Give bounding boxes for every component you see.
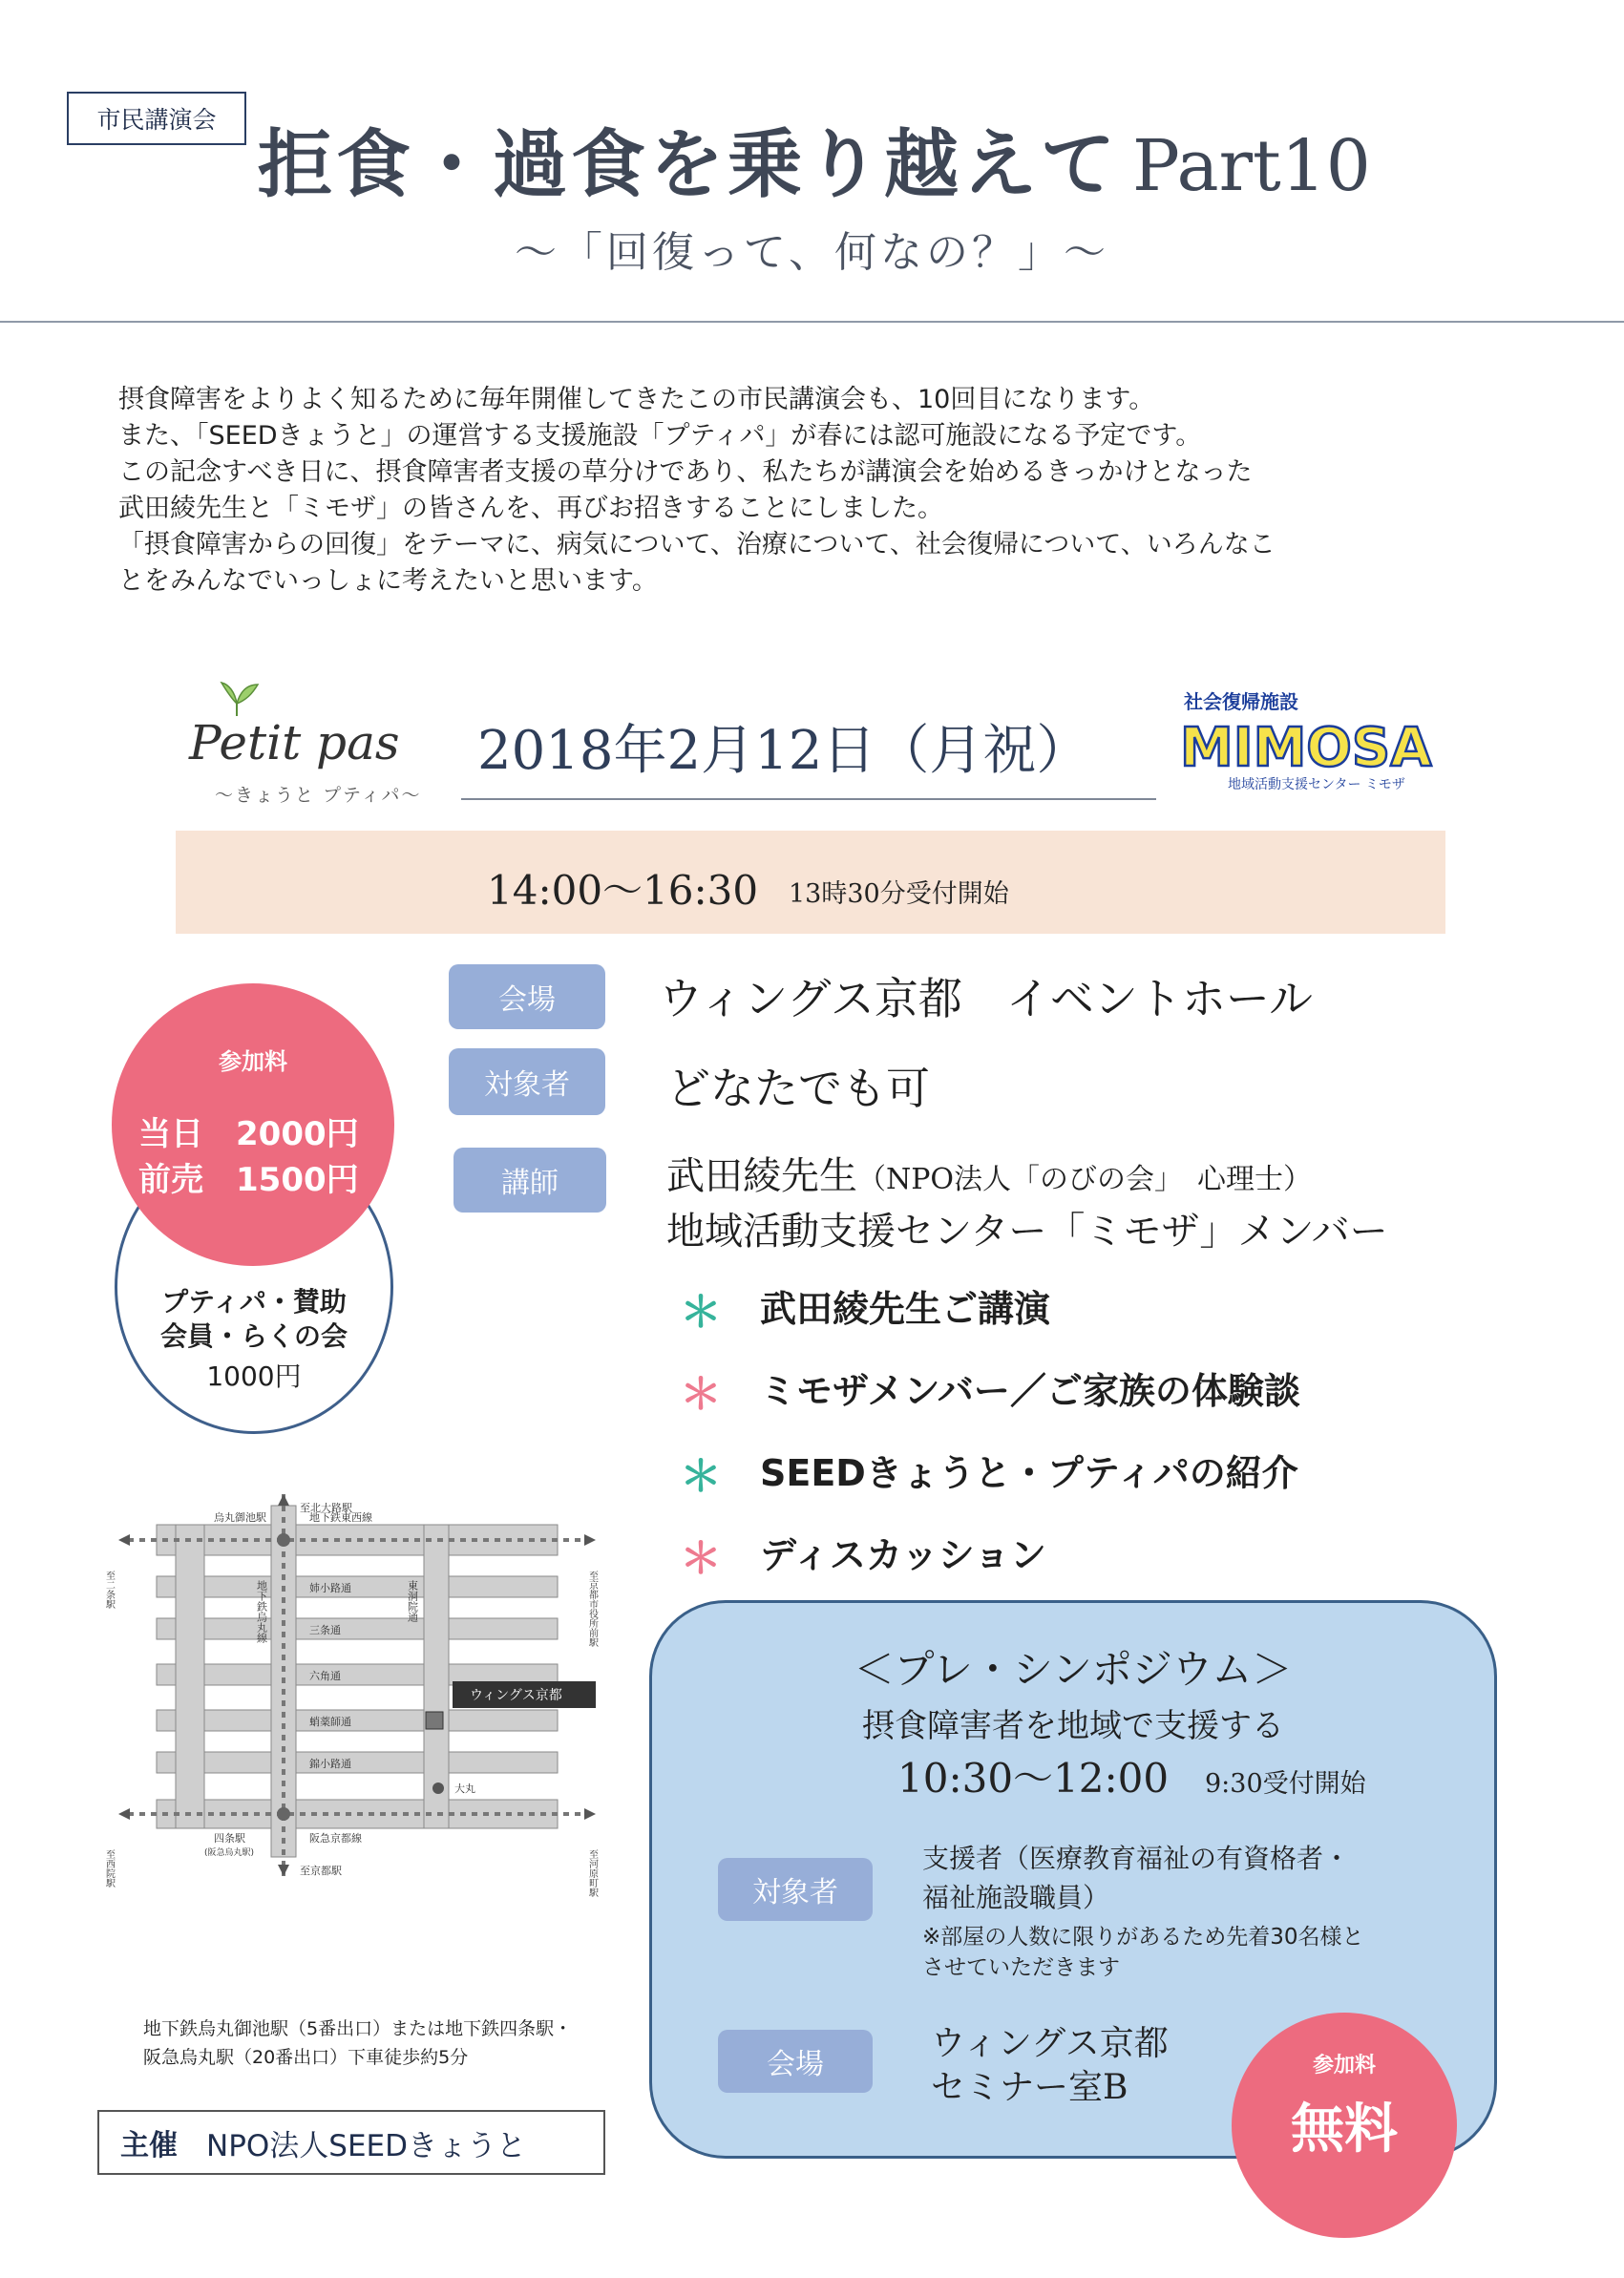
lecturer-value [666,1146,1312,1200]
program-bullet: ＊ [680,1370,722,1419]
page-subtitle: ～「回復って、何なの？」～ [514,228,1110,277]
intro-line: とをみんなでいっしょに考えたいと思います。 [118,566,658,596]
access-map [103,1494,605,1972]
title-main: 拒食・過食を乗り越えて [258,122,1120,208]
map-label: (阪急烏丸駅) [204,1848,255,1858]
member-fee-label [115,1285,393,1354]
free-fee-label: 参加料 [1312,2054,1376,2078]
free-fee-value: 無料 [1291,2099,1398,2161]
map-label: 東洞院通 [406,1580,419,1622]
program-bullet: ＊ [680,1288,722,1337]
map-label: 大丸 [454,1782,475,1795]
member-fee-line: 会員・らくの会 [159,1320,348,1352]
reception-time: 13時30分受付開始 [789,879,1009,909]
pre-target-line: 福祉施設職員） [922,1882,1110,1913]
header-divider [0,321,1624,323]
program-item: ディスカッション [760,1534,1046,1576]
map-label: 至二条駅 [103,1571,115,1609]
pre-target-line: 支援者（医療教育福祉の有資格者・ [922,1843,1351,1874]
program-item: ミモザメンバー／ご家族の体験談 [760,1370,1300,1412]
mimosa-logo-top: 社会復帰施設 [1184,690,1298,713]
map-label: 姉小路通 [309,1582,351,1594]
mimosa-logo [1172,686,1449,800]
target-label: 対象者 [449,1048,605,1115]
map-label: 地下鉄烏丸線 [255,1580,268,1643]
event-date: 2018年2月12日（月祝） [477,720,1090,782]
title-part: Part10 [1132,125,1371,207]
target-value: どなたでも可 [666,1063,930,1114]
lecturer-affiliation: （NPO法人「のびの会」 心理士） [857,1163,1313,1196]
intro-line: 摂食障害をよりよく知るために毎年開催してきたこの市民講演会も、10回目になります。 [118,385,1155,414]
map-label: 蛸薬師通 [309,1716,351,1728]
event-type-tag: 市民講演会 [67,92,246,145]
pre-venue-label: 会場 [718,2030,873,2093]
page-title [258,105,1371,212]
mimosa-logo-main: MIMOSA [1180,717,1432,779]
lecturer-name: 武田綾先生 [666,1154,857,1198]
member-fee-price: 1000円 [206,1360,302,1392]
map-label: 阪急京都線 [309,1832,362,1845]
pre-venue-line: セミナー室B [931,2068,1128,2107]
member-fee-line: プティパ・賛助 [161,1286,347,1318]
map-label: 至京都市役所前駅 [586,1571,598,1647]
map-wings-label: ウィングス京都 [470,1688,562,1703]
petit-logo-text: Petit pas [189,715,400,770]
pre-symposium-title: ＜プレ・シンポジウム＞ [854,1646,1293,1693]
pre-note-line: させていただきます [922,1955,1120,1980]
program-bullet: ＊ [680,1534,722,1583]
access-line: 地下鉄烏丸御池駅（5番出口）または地下鉄四条駅・ [143,2018,573,2039]
map-label: 至北大路駅 [300,1502,352,1514]
program-item: 武田綾先生ご講演 [760,1288,1051,1330]
fee-advance: 前売 1500円 [138,1161,359,1199]
map-label: 至京都駅 [300,1865,342,1877]
intro-text [118,382,1570,600]
fee-same-day: 当日 2000円 [138,1115,359,1153]
map-label: 烏丸御池駅 [214,1511,266,1524]
fee-title: 参加料 [219,1048,287,1075]
map-label: 六角通 [309,1670,341,1682]
event-time: 14:00～16:30 [487,867,759,914]
mimosa-logo-bottom: 地域活動支援センター ミモザ [1228,777,1405,792]
map-label: 地下鉄東西線 [309,1511,372,1524]
access-directions [143,2014,572,2072]
date-divider [461,798,1156,800]
pre-note-line: ※部屋の人数に限りがあるため先着30名様と [922,1925,1364,1950]
organizer-box [97,2110,605,2175]
intro-line: また、「SEEDきょうと」の運営する支援施設「プティパ」が春には認可施設になる予定です。 [118,421,1202,451]
map-label: 錦小路通 [309,1758,351,1770]
venue-value: ウィングス京都 イベントホール [659,973,1313,1024]
program-item: SEEDきょうと・プティパの紹介 [760,1452,1298,1494]
petit-logo-subtext: ～きょうと プティパ～ [215,785,422,806]
access-line: 阪急烏丸駅（20番出口）下車徒歩約5分 [143,2047,469,2068]
pre-symposium-subtitle: 摂食障害者を地域で支援する [862,1707,1284,1745]
pre-target-label: 対象者 [718,1858,873,1921]
map-label: 至河原町駅 [586,1849,598,1897]
pre-venue-line: ウィングス京都 [931,2024,1169,2063]
intro-line: 武田綾先生と「ミモザ」の皆さんを、再びお招きすることにしました。 [118,494,943,523]
map-label: 至西院駅 [103,1849,115,1888]
organizer-label: 主催 [120,2129,178,2162]
program-bullet: ＊ [680,1452,722,1501]
pre-symposium-time: 10:30～12:00 [897,1755,1170,1802]
venue-label: 会場 [449,964,605,1029]
intro-line: 「摂食障害からの回復」をテーマに、病気について、治療について、社会復帰について、いろんなこ [118,530,1276,559]
lecturer-members: 地域活動支援センター「ミモザ」メンバー [666,1210,1388,1254]
intro-line: この記念すべき日に、摂食障害者支援の草分けであり、私たちが講演会を始めるきっかけとなった [118,457,1253,487]
pre-symposium-reception: 9:30受付開始 [1205,1769,1366,1799]
map-label: 三条通 [309,1624,341,1636]
lecturer-label: 講師 [453,1148,606,1213]
organizer-name: NPO法人SEEDきょうと [206,2128,527,2163]
map-label: 四条駅 [214,1832,245,1845]
